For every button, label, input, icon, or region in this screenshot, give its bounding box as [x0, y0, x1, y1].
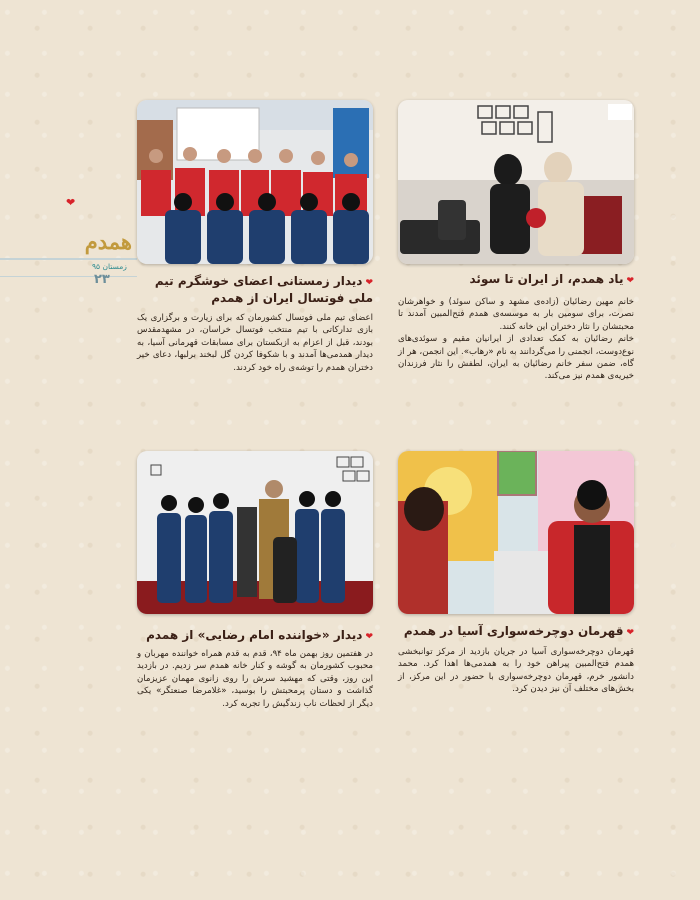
article-title: ❤دیدار «خواننده امام رضایی» از همدم	[146, 628, 373, 642]
page-number: ۲۳	[94, 272, 110, 287]
article-paragraph: اعضای تیم ملی فوتسال کشورمان که برای زیارت و برگزاری یک بازی تدارکاتی با تیم منتخب فوتسال خراسان، در مشهدمقدس بودند، قبل از اعزام به ازبکستان برای مسابقات قهرمانی آسیا، به دیدار همدمی‌ها آمدند و با شکوفا کردن گل لبخند برلبها، دعای خیر دختران همدم را توشه‌ی راه خود کردند.	[137, 313, 373, 373]
article-title: ❤قهرمان دوچرخه‌سواری آسیا در همدم	[403, 624, 634, 638]
photo-singer-visit	[137, 451, 373, 614]
issue-season: زمستان ۹۵	[92, 262, 127, 271]
article-paragraph: قهرمان دوچرخه‌سواری آسیا در جریان بازدید از مرکز توانبخشی همدم فتح‌المبین پیراهن خود را به همدمی‌ها اهدا کرد. محمد دانشور خرم، قهرمان دوچرخه‌سواری با حضور در این مرکز، از بخش‌های مختلف آن نیز دیدن کرد.	[398, 647, 634, 695]
article-paragraph: خانم رضائیان به کمک تعدادی از ایرانیان مقیم و سوئدی‌های نوع‌دوست، انجمنی را می‌گردانند به نام «رهاب». این انجمن، هر از گاه، ضمن سفر خانم رضائیان به ایران، لطفش را نثار فرزندان خیریه‌ی همدم نیز می‌کند.	[398, 334, 634, 382]
article-paragraph: خانم مهین رضائیان (زاده‌ی مشهد و ساکن سوئد) و خواهرشان نصرت، برای سومین بار به موسسه‌ی همدم فتح‌المبین آمدند تا محبتشان را نثار دختران این خانه کنند.	[398, 297, 634, 332]
article-body	[137, 648, 373, 710]
article-title: ❤دیدار زمستانی اعضای خوشگرم تیم ملی فوتسال ایران از همدم	[154, 274, 373, 305]
article-body	[398, 296, 634, 383]
magazine-logo: همدم	[84, 229, 132, 254]
heart-icon: ❤	[626, 276, 634, 286]
article-paragraph: در هفتمین روز بهمن ماه ۹۴، قدم به قدم همراه خواننده مهربان و محبوب کشورمان به گوشه و کنار خانه همدم سر زدیم. در بازدید این روز، وقتی که مهشید سرش را روی زانوی مهمان عزیزمان گذاشت و دستان پرمحبتش را بوسید، «غلامرضا صنعتگر» یکی دیگر از لحظات ناب زندگیش را تجربه کرد.	[137, 649, 373, 709]
photo-visitors-sweden	[398, 100, 634, 264]
photo-cycling-champion	[398, 451, 634, 614]
article-title: ❤یاد همدم، از ایران تا سوئد	[469, 272, 634, 286]
heart-icon: ❤	[365, 278, 373, 288]
article-body	[137, 312, 373, 374]
heart-icon: ❤	[626, 628, 634, 638]
photo-futsal-team	[137, 100, 373, 264]
heart-icon: ❤	[66, 196, 76, 209]
article-body	[398, 646, 634, 696]
heart-icon: ❤	[365, 632, 373, 642]
